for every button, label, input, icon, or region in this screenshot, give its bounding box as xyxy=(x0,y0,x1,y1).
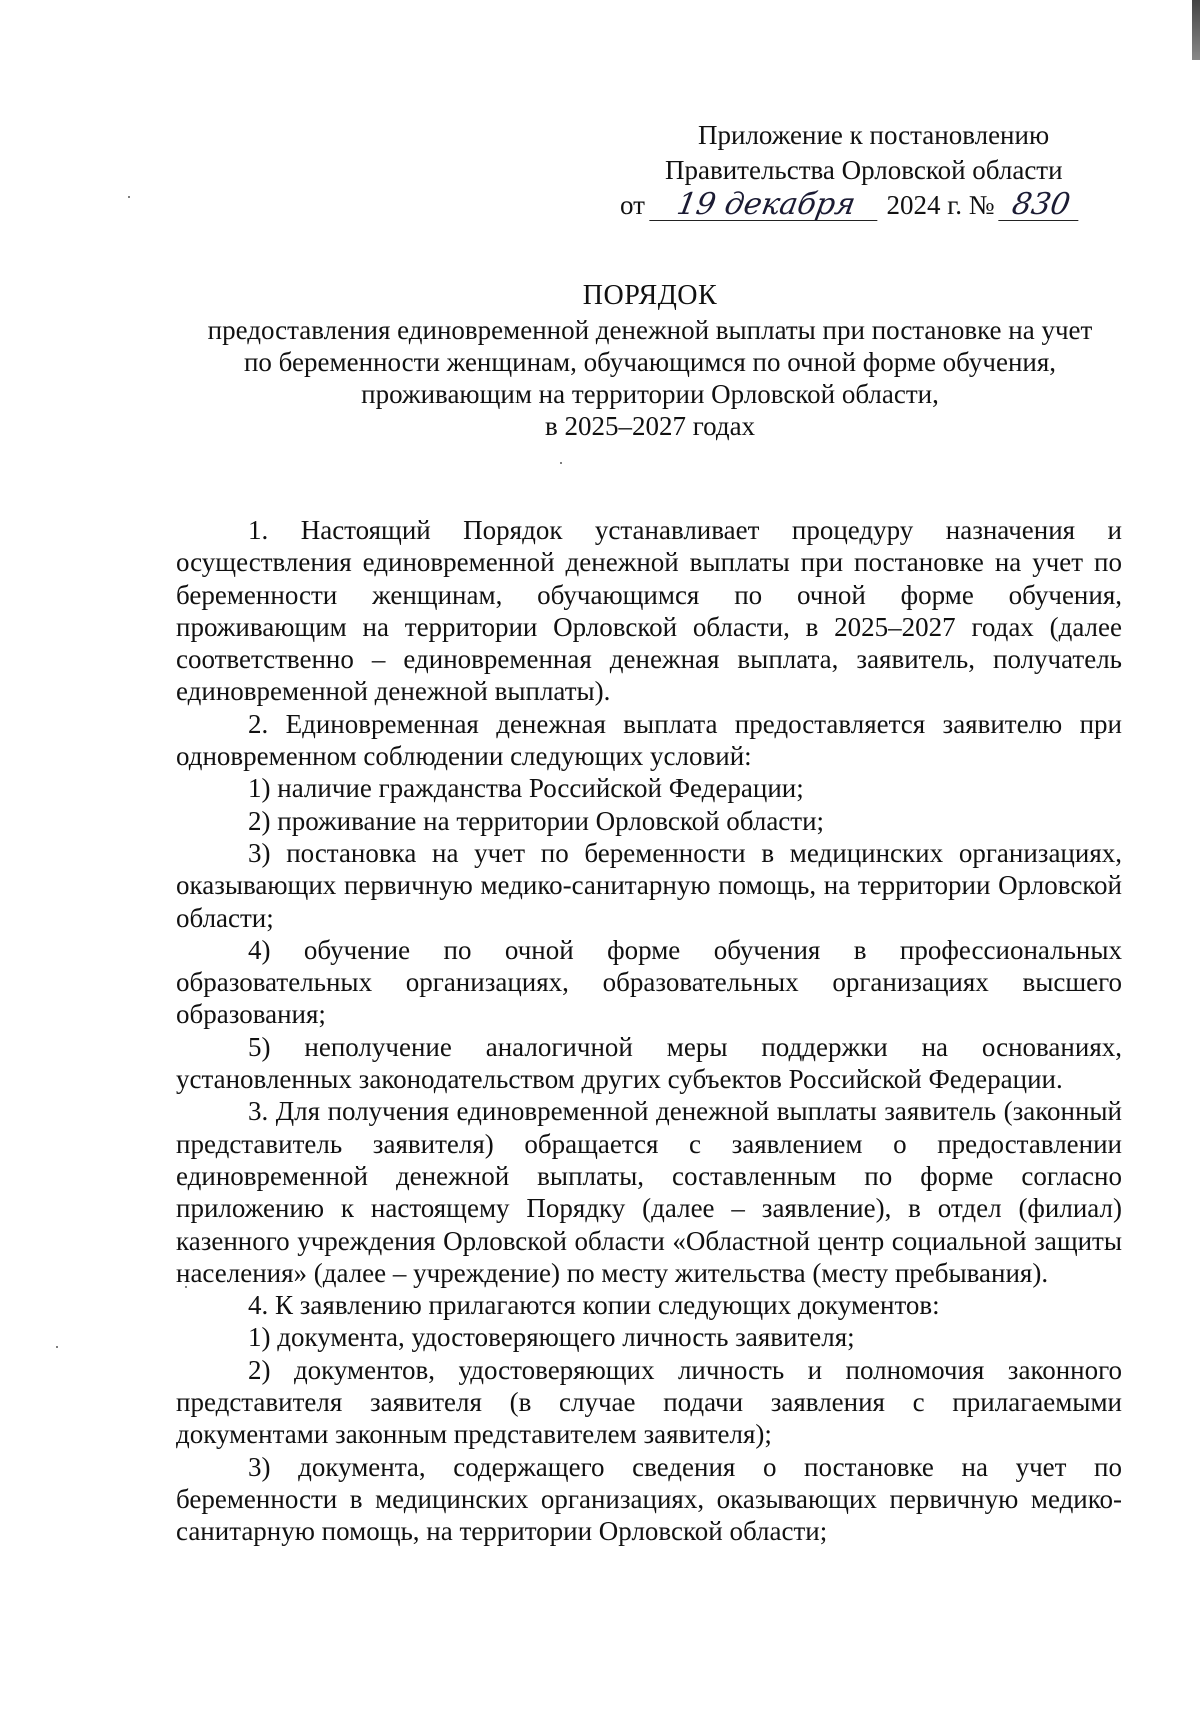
list-item: 2) документов, удостоверяющих личность и полномочия законного представителя заявителя (в случае подачи заявления с прилагаемыми документами законным представителем заявителя); xyxy=(176,1354,1122,1450)
list-item: 2) проживание на территории Орловской области; xyxy=(248,805,825,836)
year-and-number-label: 2024 г. № xyxy=(886,190,995,220)
list-item: 5) неполучение аналогичной меры поддержки на основаниях, установленных законодательством других субъектов Российской Федерации. xyxy=(176,1031,1122,1095)
list-item: 3) постановка на учет по беременности в медицинских организациях, оказывающих первичную медико-санитарную помощь, на территории Орловской области; xyxy=(176,837,1122,933)
document-title xyxy=(170,280,1130,442)
handwritten-date: 19 декабря xyxy=(649,190,882,221)
appendix-header xyxy=(620,118,1100,223)
document-body xyxy=(176,514,1122,1548)
title-main: ПОРЯДОК xyxy=(582,280,718,311)
title-line: в 2025–2027 годах xyxy=(544,411,756,441)
list-item: 3) документа, содержащего сведения о постановке на учет по беременности в медицинских организациях, оказывающих первичную медико-санитарную помощь, на территории Орловской области; xyxy=(176,1451,1122,1547)
appendix-line-2: Правительства Орловской области xyxy=(665,155,1063,185)
list-item: 1) наличие гражданства Российской Федерации; xyxy=(248,773,804,804)
scan-speck xyxy=(560,462,562,464)
paragraph: 3. Для получения единовременной денежной выплаты заявитель (законный представитель заявителя) обращается с заявлением о предоставлении единовременной денежной выплаты, составленным по форме согласно приложению к настоящему Порядку (далее – заявление), в отдел (филиал) казенного учреждения Орловской области «Областной центр социальной защиты населения» (далее – учреждение) по месту жительства (месту пребывания). xyxy=(176,1096,1122,1288)
scan-edge-mark xyxy=(1192,0,1200,60)
title-line: проживающим на территории Орловской области, xyxy=(361,379,939,409)
title-line: по беременности женщинам, обучающимся по очной форме обучения, xyxy=(243,347,1057,377)
appendix-line-1: Приложение к постановлению xyxy=(698,120,1050,150)
scan-speck xyxy=(128,196,130,198)
paragraph: 1. Настоящий Порядок устанавливает процедуру назначения и осуществления единовременной денежной выплаты при постановке на учет по беременности женщинам, обучающимся по очной форме обучения, проживающим на территории Орловской области, в 2025–2027 годах (далее соответственно – единовременная денежная выплата, заявитель, получатель единовременной денежной выплаты). xyxy=(176,515,1122,707)
list-item: 1) документа, удостоверяющего личность заявителя; xyxy=(248,1322,855,1353)
list-item: 4) обучение по очной форме обучения в профессиональных образовательных организациях, образовательных организациях высшего образования; xyxy=(176,934,1122,1030)
paragraph: 4. К заявлению прилагаются копии следующих документов: xyxy=(248,1290,940,1321)
appendix-date-line xyxy=(620,188,1100,223)
scan-speck xyxy=(56,1346,58,1348)
date-prefix: от xyxy=(620,190,645,220)
paragraph: 2. Единовременная денежная выплата предоставляется заявителю при одновременном соблюдении следующих условий: xyxy=(176,708,1122,772)
title-line: предоставления единовременной денежной выплаты при постановке на учет xyxy=(207,315,1093,345)
handwritten-number: 830 xyxy=(999,190,1084,221)
